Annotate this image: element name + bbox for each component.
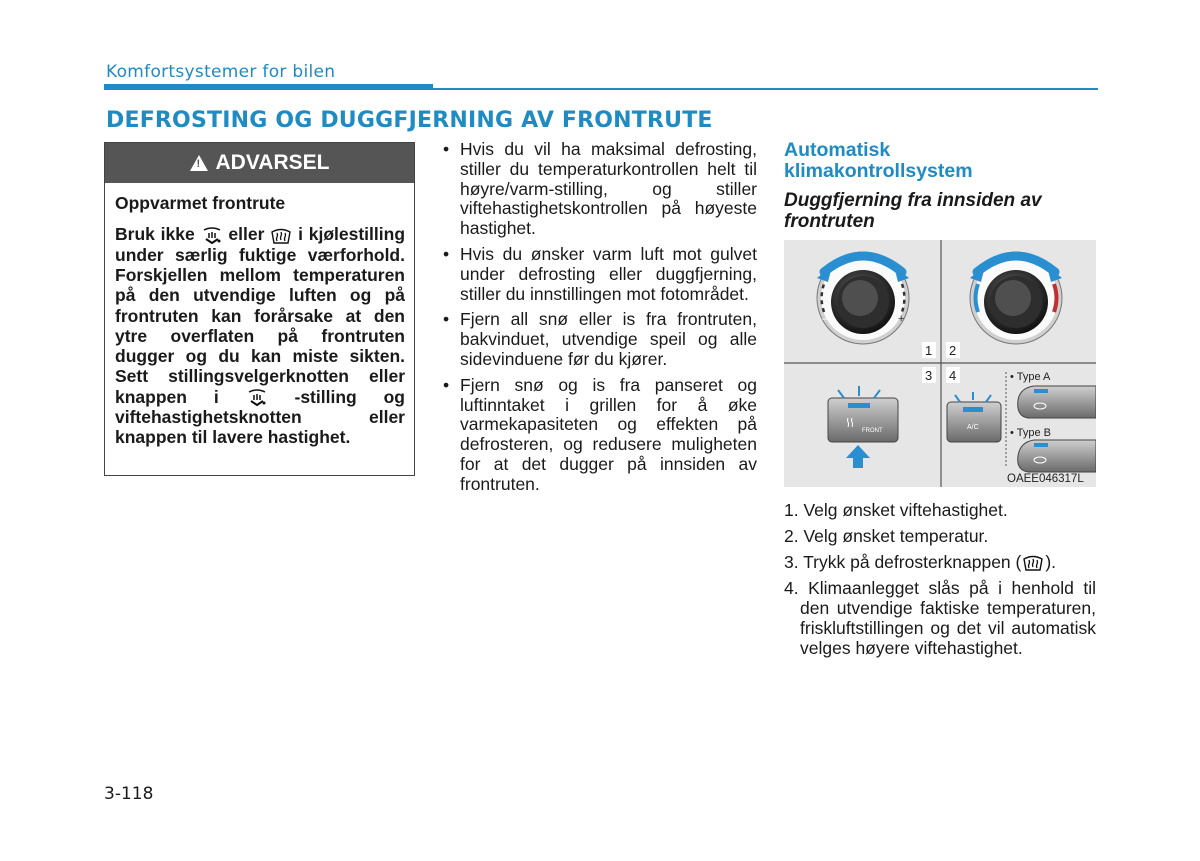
- warning-text: [115, 224, 405, 447]
- climate-control-figure: [784, 240, 1096, 487]
- floor-defrost-icon: [201, 227, 223, 245]
- step-3-end: ).: [1045, 552, 1057, 572]
- step-3-text: 3. Trykk på defrosterknappen (: [784, 552, 1022, 572]
- fan-speed-knob: [817, 252, 909, 344]
- header-rule-thin: [433, 88, 1098, 90]
- callout-1: 1: [925, 343, 933, 358]
- warning-subtitle: Oppvarmet frontrute: [115, 193, 286, 213]
- climate-control-illustration: [784, 240, 1096, 487]
- warning-text-part2: eller: [228, 224, 265, 245]
- figure-code: OAEE046317L: [1007, 473, 1084, 485]
- warning-text-part1: Bruk ikke: [115, 224, 195, 245]
- step-item: 2. Velg ønsket temperatur.: [784, 526, 989, 546]
- section-title: DEFROSTING OG DUGGFJERNING AV FRONTRUTE: [106, 108, 713, 133]
- type-b-label: • Type B: [1010, 427, 1051, 439]
- bullet-item: • Hvis du vil ha maksimal defrosting, stiller du temperaturkontrollen helt til høyre/varm-stilling, og stiller viftehastighetskontrollen på høyeste hastighet.: [441, 140, 757, 239]
- floor-defrost-icon: [246, 389, 268, 407]
- warning-triangle-icon: !: [190, 155, 208, 171]
- defroster-button-icon: [1021, 554, 1045, 572]
- bullet-item: • Fjern snø og is fra panseret og luftinntaket i grillen for å øke varmekapasiteten og effekten på defrosteren, og redusere muligheten for at det dugger på innsiden av frontruten.: [441, 376, 757, 495]
- running-header: Komfortsystemer for bilen: [106, 62, 336, 82]
- bullet-list: [441, 140, 757, 501]
- front-label: FRONT: [862, 428, 883, 434]
- callout-4: 4: [949, 368, 957, 383]
- step-item: [784, 552, 1096, 572]
- warning-header: [105, 143, 414, 183]
- warning-body: [105, 183, 414, 448]
- temperature-knob: [970, 252, 1062, 344]
- subsection-subtitle: Duggfjerning fra innsiden av frontruten: [784, 190, 1042, 232]
- ac-label: A/C: [967, 424, 979, 431]
- step-item: 1. Velg ønsket viftehastighet.: [784, 500, 1008, 520]
- type-b-button: [1018, 440, 1096, 472]
- type-a-button: [1018, 386, 1096, 418]
- type-a-label: • Type A: [1010, 371, 1051, 383]
- plus-label: +: [898, 313, 905, 325]
- warning-text-part3: i kjølestilling under særlig fuktige værforhold. Forskjellen mellom temperaturen på den utvendige luften og på frontruten kan forårsake at den ytre overflaten på frontruten dugger og du kan miste sikten. Sett stillingsvelgerknotten eller knappen i: [115, 224, 406, 407]
- page-number: 3-118: [104, 784, 154, 804]
- warning-box: [104, 142, 415, 476]
- bullet-item: • Hvis du ønsker varm luft mot gulvet under defrosting eller duggfjerning, stiller du innstillingen mot fotområdet.: [441, 245, 757, 304]
- front-defrost-icon: [270, 227, 292, 245]
- minus-label: –: [822, 313, 829, 325]
- warning-label: ADVARSEL: [215, 151, 330, 174]
- steps-list: [784, 500, 1096, 664]
- bullet-item: • Fjern all snø eller is fra frontruten, bakvinduet, utvendige speil og alle sidevinduene før du kjører.: [441, 310, 757, 369]
- header-rule-thick: [104, 84, 433, 90]
- step-item: 4. Klimaanlegget slås på i henhold til den utvendige faktiske temperaturen, friskluftstillingen og det vil automatisk velges høyere viftehastighet.: [784, 578, 1096, 659]
- subsection-title: Automatisk klimakontrollsystem: [784, 139, 973, 182]
- warning-text-part4: -stilling og viftehastighetsknotten eller knappen til lavere hastighet.: [115, 386, 405, 448]
- callout-2: 2: [949, 343, 957, 358]
- callout-3: 3: [925, 368, 933, 383]
